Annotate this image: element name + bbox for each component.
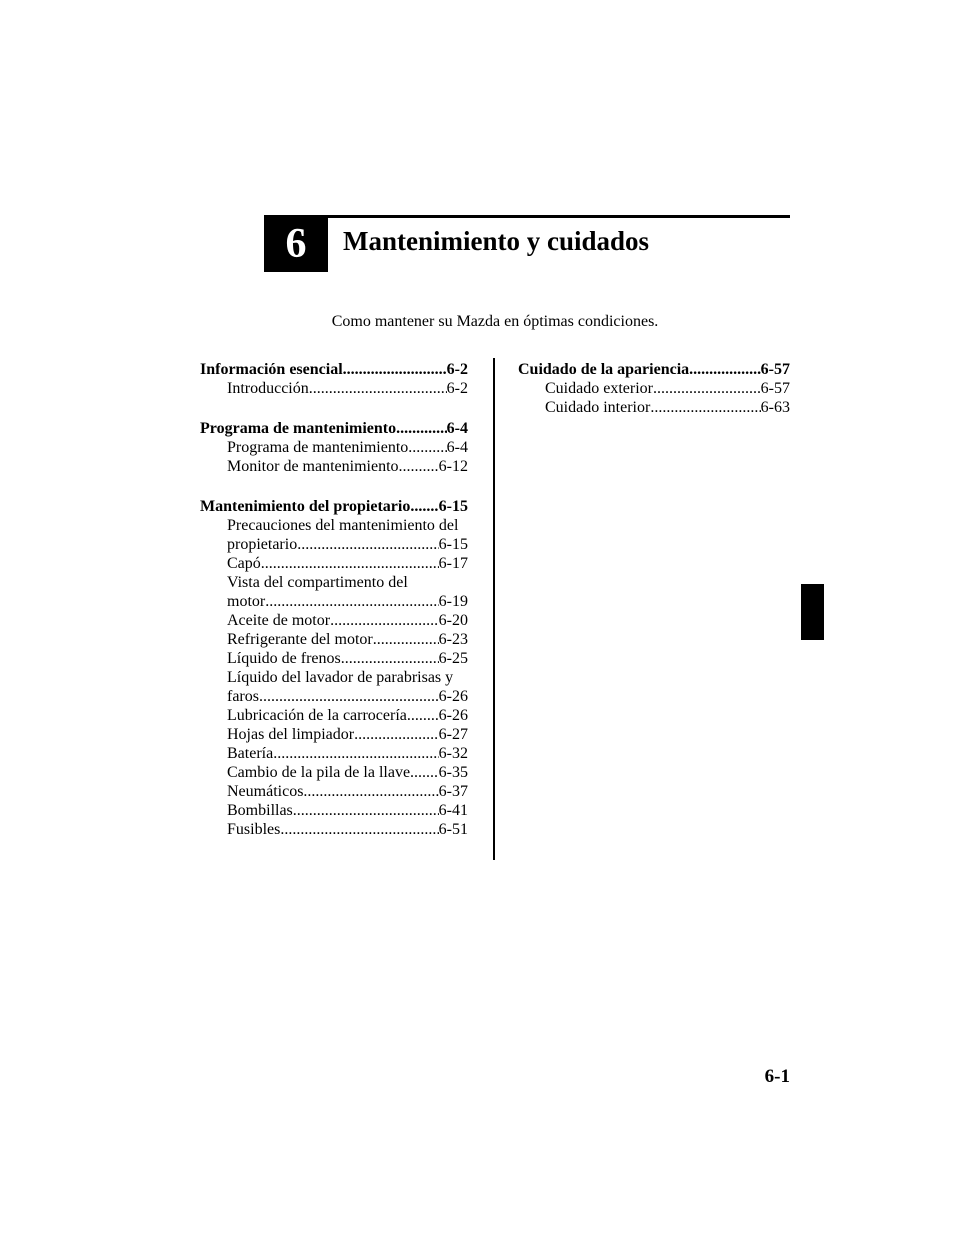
- leader-dots: [293, 801, 439, 820]
- toc-entry-text: Programa de mantenimiento: [227, 439, 409, 456]
- chapter-number-badge: [264, 215, 328, 272]
- leader-dots: [265, 592, 438, 611]
- toc-section-heading-text: Programa de mantenimiento: [200, 420, 397, 437]
- toc-entry-text: motor: [227, 593, 266, 610]
- leader-dots: [408, 438, 446, 457]
- leader-dots: [330, 611, 439, 630]
- leader-dots: [354, 725, 439, 744]
- toc-entry[interactable]: [200, 820, 468, 839]
- leader-dots: [407, 706, 439, 725]
- leader-dots: [410, 497, 438, 516]
- toc-entry-page: 6-26: [438, 707, 468, 724]
- toc-entry-text: Neumáticos: [227, 783, 304, 800]
- toc-section-heading-page: 6-57: [760, 361, 790, 378]
- page-number: 6-1: [764, 1066, 790, 1087]
- leader-dots: [297, 535, 438, 554]
- toc-entry-text: Fusibles: [227, 821, 281, 838]
- leader-dots: [303, 782, 438, 801]
- toc-section-heading[interactable]: [200, 360, 468, 379]
- toc-entry[interactable]: [518, 398, 790, 417]
- toc-entry-text: Lubricación de la carrocería: [227, 707, 407, 724]
- toc-entry-text: Hojas del limpiador: [227, 726, 355, 743]
- leader-dots: [273, 744, 438, 763]
- toc-entry[interactable]: [200, 630, 468, 649]
- leader-dots: [373, 630, 439, 649]
- toc-section: [200, 360, 468, 398]
- toc-section-heading-page: 6-15: [438, 498, 468, 515]
- leader-dots: [653, 379, 761, 398]
- leader-dots: [280, 820, 438, 839]
- toc-entry-page: 6-17: [438, 555, 468, 572]
- toc-entry-line1: Precauciones del mantenimiento del: [227, 517, 459, 534]
- toc-entry[interactable]: [200, 379, 468, 398]
- toc-entry[interactable]: [200, 611, 468, 630]
- toc-entry-page: 6-19: [438, 593, 468, 610]
- toc-entry[interactable]: [200, 706, 468, 725]
- toc-entry-text: faros: [227, 688, 259, 705]
- toc-entry-page: 6-37: [438, 783, 468, 800]
- toc-section: [200, 497, 468, 839]
- leader-dots: [341, 649, 439, 668]
- toc-entry-text: Líquido de frenos: [227, 650, 341, 667]
- toc-entry-page: 6-4: [446, 439, 468, 456]
- leader-dots: [309, 379, 447, 398]
- toc-entry-text: Introducción: [227, 380, 309, 397]
- toc-entry-text: Aceite de motor: [227, 612, 331, 629]
- leader-dots: [259, 687, 439, 706]
- toc-entry-page: 6-57: [760, 380, 790, 397]
- toc-entry-page: 6-27: [438, 726, 468, 743]
- toc-entry-text: Cambio de la pila de la llave: [227, 764, 411, 781]
- toc-entry-page: 6-26: [438, 688, 468, 705]
- leader-dots: [399, 457, 439, 476]
- chapter-subtitle: Como mantener su Mazda en óptimas condiciones.: [331, 313, 659, 330]
- leader-dots: [410, 763, 439, 782]
- toc-entry[interactable]: [200, 438, 468, 457]
- toc-entry-text: Refrigerante del motor: [227, 631, 373, 648]
- toc-section-heading-page: 6-2: [446, 361, 468, 378]
- toc-entry[interactable]: [518, 379, 790, 398]
- leader-dots: [396, 419, 447, 438]
- leader-dots: [689, 360, 761, 379]
- toc-entry[interactable]: [200, 592, 468, 611]
- toc-entry-text: Cuidado exterior: [545, 380, 653, 397]
- toc-entry-text: Monitor de mantenimiento: [227, 458, 399, 475]
- toc-section-heading-text: Cuidado de la apariencia: [518, 361, 690, 378]
- toc-entry[interactable]: [200, 744, 468, 763]
- toc-entry[interactable]: [200, 457, 468, 476]
- toc-entry-page: 6-25: [438, 650, 468, 667]
- toc-section-heading[interactable]: [200, 497, 468, 516]
- toc-entry-text: Bombillas: [227, 802, 293, 819]
- toc-entry-page: 6-23: [438, 631, 468, 648]
- toc-entry[interactable]: [200, 782, 468, 801]
- toc-entry-page: 6-32: [438, 745, 468, 762]
- chapter-number: 6: [285, 220, 307, 267]
- toc-entry-page: 6-12: [438, 458, 468, 475]
- toc-entry-page: 6-51: [438, 821, 468, 838]
- toc-entry[interactable]: [200, 801, 468, 820]
- toc-entry-line1: Vista del compartimento del: [227, 574, 408, 591]
- toc-right-column: [518, 360, 790, 438]
- toc-entry[interactable]: [200, 763, 468, 782]
- toc-entry-text: Batería: [227, 745, 274, 762]
- toc-section: [518, 360, 790, 417]
- toc-entry[interactable]: [200, 535, 468, 554]
- toc-section-heading-text: Información esencial: [200, 361, 343, 378]
- toc-entry-page: 6-20: [438, 612, 468, 629]
- toc-entry[interactable]: [200, 554, 468, 573]
- toc-entry[interactable]: [200, 687, 468, 706]
- leader-dots: [261, 554, 439, 573]
- chapter-side-tab: [801, 584, 824, 640]
- column-divider: [493, 358, 495, 860]
- toc-entry[interactable]: [200, 649, 468, 668]
- toc-section-heading-page: 6-4: [446, 420, 468, 437]
- toc-entry-text: Capó: [227, 555, 261, 572]
- toc-entry-text: propietario: [227, 536, 298, 553]
- toc-entry-text: Cuidado interior: [545, 399, 651, 416]
- toc-entry-page: 6-15: [438, 536, 468, 553]
- toc-section-heading-text: Mantenimiento del propietario: [200, 498, 411, 515]
- chapter-title: Mantenimiento y cuidados: [343, 226, 650, 256]
- toc-entry-page: 6-41: [438, 802, 468, 819]
- toc-entry-line1: Líquido del lavador de parabrisas y: [227, 669, 454, 686]
- leader-dots: [343, 360, 447, 379]
- chapter-title-rule: [328, 215, 790, 218]
- toc-left-column: [200, 360, 468, 860]
- leader-dots: [650, 398, 760, 417]
- toc-entry-page: 6-2: [446, 380, 468, 397]
- toc-entry[interactable]: [200, 725, 468, 744]
- toc-section: [200, 419, 468, 476]
- toc-section-heading[interactable]: [518, 360, 790, 379]
- toc-section-heading[interactable]: [200, 419, 468, 438]
- toc-entry-page: 6-35: [438, 764, 468, 781]
- toc-entry-page: 6-63: [760, 399, 790, 416]
